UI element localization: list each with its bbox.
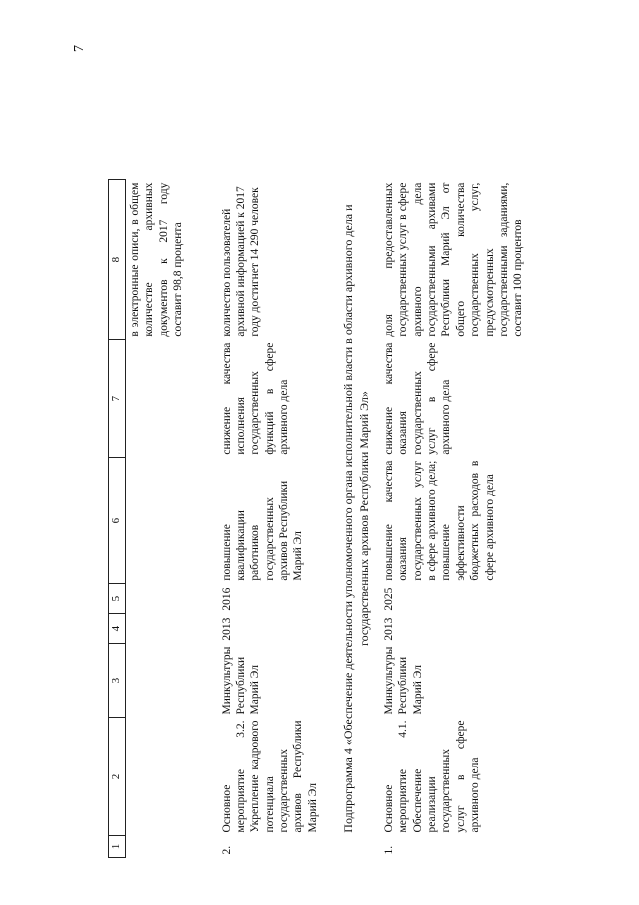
indicator-link: количество пользователей архивной информацией к 2017 году достигнет 14 290 человек: [220, 186, 262, 337]
end-year: 2025: [382, 587, 395, 611]
header-cell: 2: [109, 718, 126, 836]
header-cell: 3: [109, 644, 126, 718]
row-number: 1.: [382, 845, 395, 855]
subprogram-title: Подпрограмма 4 «Обеспечение деятельности уполномоченного органа исполнительной власти в области архивного дела и государственных архивов Республики Марий Эл»: [340, 204, 371, 833]
subprogram-title-row: [328, 180, 380, 858]
page-number: 7: [72, 45, 87, 52]
header-cell: 4: [109, 614, 126, 644]
header-cell: 6: [109, 458, 126, 584]
executor: Минкультуры Республики Марий Эл: [220, 646, 262, 715]
consequences: снижение качества оказания государственных услуг в сфере архивного дела: [382, 342, 453, 455]
header-cell: 7: [109, 340, 126, 458]
header-cell: 8: [109, 180, 126, 340]
header-cell: 1: [109, 836, 126, 858]
program-table: [108, 179, 530, 858]
column-number-header: [109, 180, 126, 858]
header-cell: 5: [109, 584, 126, 614]
table-row: [380, 180, 530, 858]
row-number: 2.: [220, 845, 233, 855]
expected-result: повышение качества оказания государственных услуг в сфере архивного дела; повышение эффективности бюджетных расходов в сфере архивного дела: [382, 460, 496, 581]
activity-name: Основное мероприятие 3.2. Укрепление кадрового потенциала государственных архивов Республики Марий Эл: [220, 720, 319, 833]
start-year: 2013: [382, 617, 395, 641]
executor: Минкультуры Республики Марий Эл: [382, 646, 424, 715]
end-year: 2016: [220, 587, 233, 611]
start-year: 2013: [220, 617, 233, 641]
table-row: [126, 180, 218, 858]
indicator-cell: в электронные описи, в общем количестве архивных документов к 2017 году составит 98,8 процента: [129, 182, 185, 337]
table-row: [218, 180, 328, 858]
expected-result: повышение квалификации работников государственных архивов Республики Марий Эл: [220, 480, 305, 581]
consequences: снижение качества исполнения государственных функций в сфере архивного дела: [220, 342, 290, 455]
indicator-link: доля предоставленных государственных услуг в сфере архивного дела государственными архивами Республики Марий Эл от общего количества государственных услуг, предусмотренных государственными заданиями, составит 100 процентов: [382, 182, 525, 337]
rotated-page-content: [108, 58, 628, 858]
activity-name: Основное мероприятие 4.1. Обеспечение реализации государственных услуг в сфере архивного дела: [382, 720, 482, 833]
